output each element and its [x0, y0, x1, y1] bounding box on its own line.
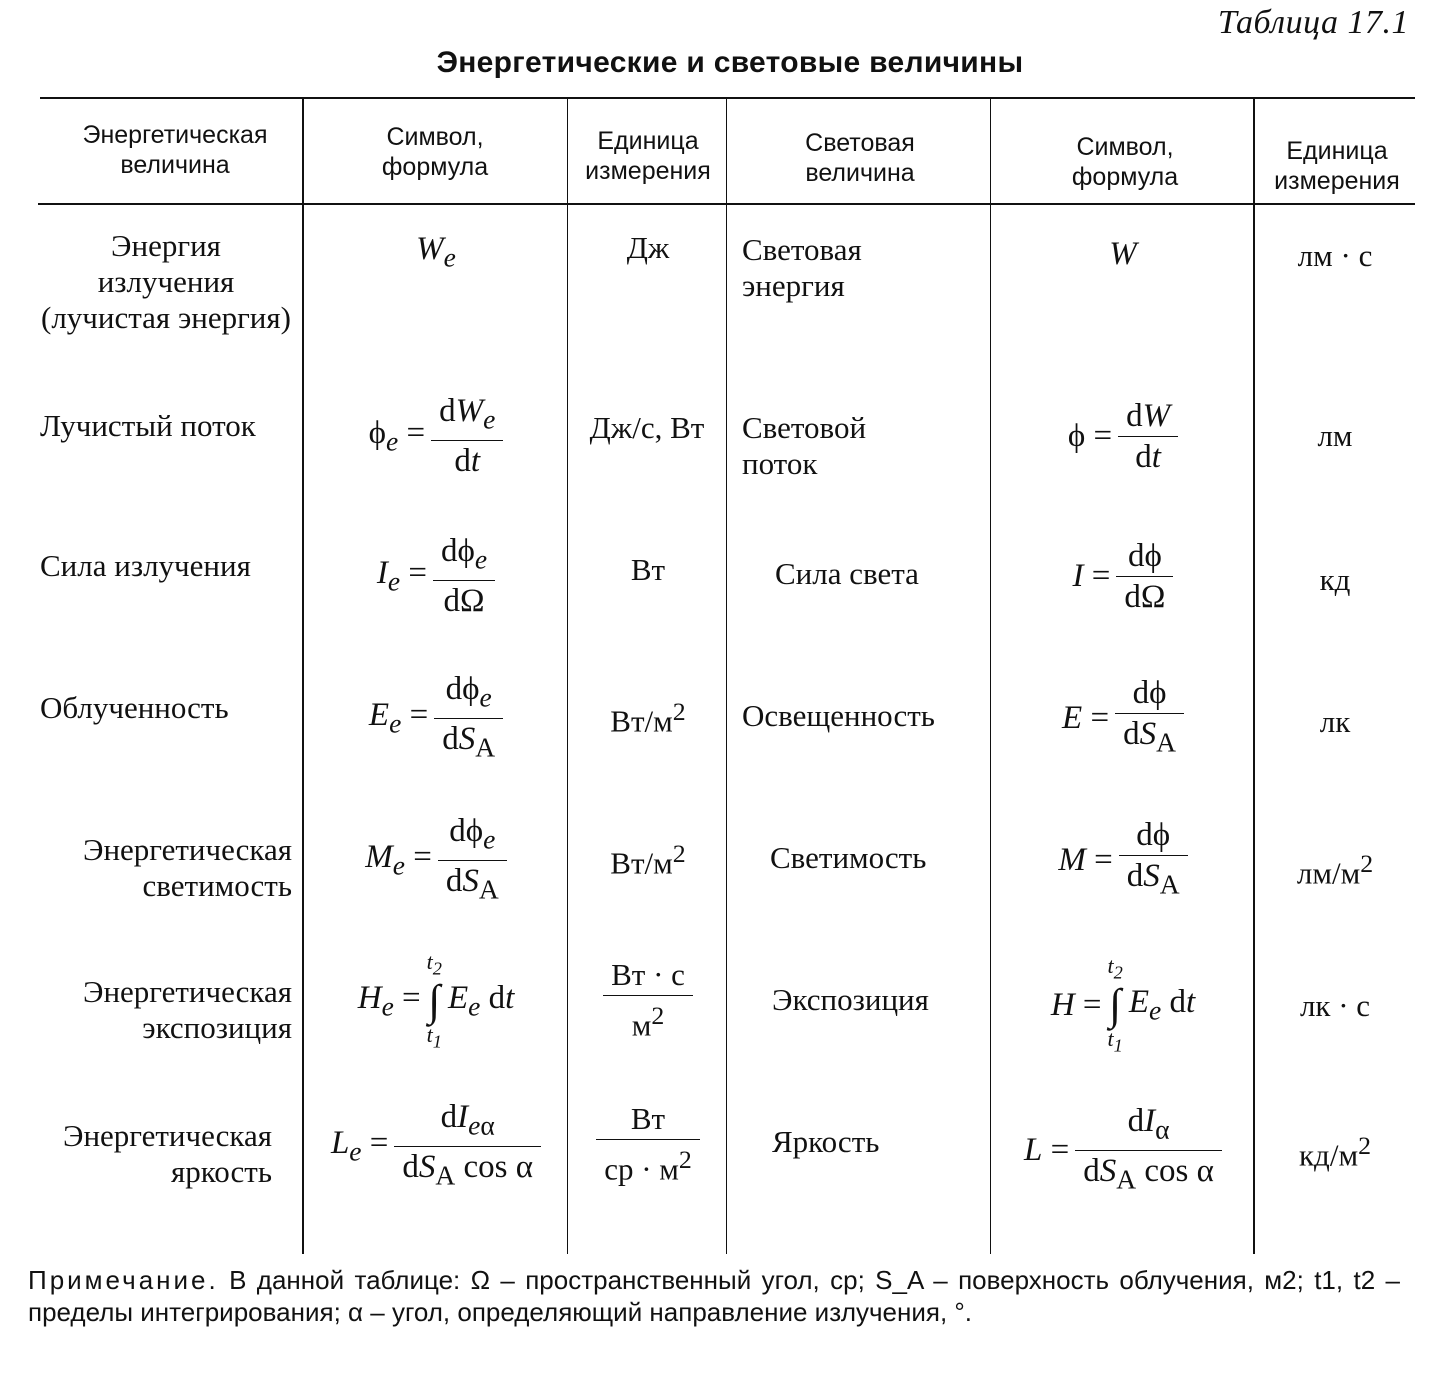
row4-light-formula: E = $\frac{d\phi}{dS_A}$ [992, 668, 1254, 768]
table-note [28, 1264, 1400, 1328]
row4-energy-formula: $E_e$ = $\frac{d\phi_e}{dS_A}$ [305, 668, 567, 768]
row5-light-name: Светимость [770, 840, 927, 875]
row4-energy-unit: $Вт/м^2$ [610, 697, 686, 739]
row6-energy-formula: $H_e$ = $t_2$ ∫ $t_1$ $E_e$ dt [357, 949, 515, 1052]
row5-light-unit: $лм/м^2$ [1296, 849, 1374, 891]
row1-light-name: Световая энергия [742, 232, 862, 303]
header-energy-symbol: Символ, формула [381, 123, 489, 181]
row3-energy-formula: $I_e$ = $\frac{d\phi_e}{d\Omega}$ [305, 526, 567, 626]
row2-energy-formula: $\phi_e$ = $\frac{dW_e}{dt}$ [305, 386, 567, 486]
column-divider-2 [567, 97, 568, 1254]
row7-energy-name: Энергетическая яркость [62, 1118, 272, 1189]
row1-energy-name: Энергия излучения (лучистая энергия) [41, 228, 291, 335]
column-divider-1 [302, 97, 304, 1254]
row5-energy-formula: $M_e$ = $\frac{d\phi_e}{dS_A}$ [305, 810, 567, 910]
row3-light-name: Сила света [775, 556, 919, 591]
row7-light-unit: $кд/м^2$ [1299, 1131, 1371, 1173]
row3-light-unit: кд [1319, 562, 1351, 597]
row5-energy-name: Энергетическая светимость [82, 832, 292, 903]
row4-light-unit: лк [1319, 704, 1351, 739]
row2-light-formula: ϕ = $\frac{dW}{dt}$ [992, 386, 1254, 486]
row1-light-unit: лм · с [1297, 238, 1373, 273]
row1-light-formula: W [1109, 235, 1137, 272]
header-light-unit: Единица измерения [1274, 137, 1400, 195]
row4-energy-name: Облученность [40, 690, 229, 725]
row1-energy-formula: $W_e$ [416, 230, 456, 273]
column-divider-4 [990, 97, 991, 1254]
row5-light-formula: M = $\frac{d\phi}{dS_A}$ [992, 810, 1254, 910]
row6-energy-name: Энергетическая экспозиция [82, 974, 292, 1045]
row5-energy-unit: $Вт/м^2$ [610, 839, 686, 881]
row3-energy-name: Сила излучения [40, 548, 251, 583]
row6-light-name: Экспозиция [772, 982, 929, 1017]
header-energy-quantity: Энергетическая величина [82, 121, 268, 179]
header-energy-unit: Единица измерения [585, 127, 711, 185]
row7-light-name: Яркость [772, 1124, 880, 1159]
row7-light-formula: L = $\frac{dI_\alpha}{dS_A \cos \alpha}$ [992, 1100, 1254, 1200]
header-light-quantity: Световая величина [805, 129, 915, 187]
row2-light-unit: лм [1317, 418, 1353, 453]
row3-light-formula: I = $\frac{d\phi}{d\Omega}$ [992, 526, 1254, 626]
table-number: Таблица 17.1 [1217, 4, 1409, 41]
top-rule [40, 97, 1415, 99]
row7-energy-unit: $\frac{Вт}{ср \cdot м^2}$ [570, 1096, 726, 1192]
note-label: Примечание. [28, 1265, 219, 1295]
header-light-symbol: Символ, формула [1071, 133, 1179, 191]
row6-light-formula: H = $t_2$ ∫ $t_1$ $E_e$ dt [1050, 953, 1196, 1056]
row6-light-unit: лк · с [1299, 988, 1371, 1023]
column-divider-3 [726, 97, 727, 1254]
row4-light-name: Освещенность [742, 698, 935, 733]
row2-light-name: Световой поток [742, 410, 867, 481]
row2-energy-name: Лучистый поток [40, 408, 256, 443]
row7-energy-formula: $L_e$ = $\frac{dI_{e\alpha}}{dS_A \cos \alpha}$ [305, 1096, 567, 1196]
row6-energy-unit: $\frac{Вт \cdot с}{м^2}$ [570, 952, 726, 1048]
row3-energy-unit: Вт [630, 552, 666, 587]
row1-energy-unit: Дж [626, 230, 670, 265]
table-title: Энергетические и световые величины [436, 46, 1024, 79]
note-text: В данной таблице: Ω – пространственный угол, ср; S_A – поверхность облучения, м2; t1, t2 – пределы интегрирования; α – угол, определяющий направление излучения, °. [28, 1265, 1400, 1327]
row2-energy-unit: Дж/с, Вт [589, 410, 705, 445]
